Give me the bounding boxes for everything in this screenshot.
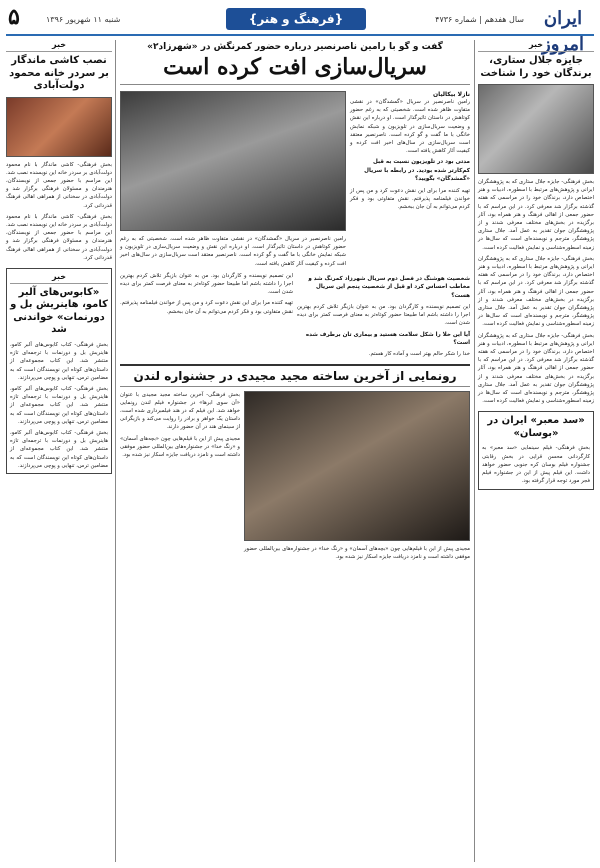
issue-date: شنبه ۱۱ شهریور ۱۳۹۶ bbox=[46, 15, 121, 24]
article-byline: نازلا بیکالیان bbox=[432, 91, 470, 98]
second-article-body-1: بخش فرهنگی- آخرین ساخته مجید مجیدی با عنوان «آن سوی ابرها» در جشنواره فیلم لندن رونمایی خواهد شد. این فیلم که در هند فیلمبرداری شده است، داستان یک خواهر و برادر را روایت می‌کند و بازیگرانی از سینمای هند در آن حضور دارند. bbox=[120, 391, 240, 431]
actor-photo bbox=[120, 91, 346, 231]
right-kicker: خبر bbox=[478, 40, 594, 52]
answer-2: این تصمیم نویسنده و کارگردان بود. من به عنوان بازیگر تلاش کردم بهترین اجرا را داشته باشم اما طبیعتا حضور کوتاه‌تر به معنای فرصت کمتر برای دیده شدن است. bbox=[297, 303, 470, 327]
right-box bbox=[478, 411, 594, 489]
right-box-headline: «سد معبر» ایران در «بوسان» bbox=[482, 415, 590, 440]
left-body: بخش فرهنگی- کاشی ماندگار با نام محمود دولت‌آبادی بر سردر خانه این نویسنده نصب شد. این مراسم با حضور جمعی از نویسندگان، هنرمندان و مسئولان فرهنگی برگزار شد و دولت‌آبادی در سخنانی از همراهی اهالی فرهنگ قدردانی کرد. bbox=[6, 161, 112, 209]
left-box bbox=[6, 268, 112, 474]
left-column bbox=[6, 40, 116, 862]
second-article-col-1 bbox=[244, 391, 470, 561]
answer-2c: تهیه کننده مرا برای این نقش دعوت کرد و من پس از خواندن فیلمنامه پذیرفتم. نقش متفاوتی بود و فکر کردم می‌توانم به آن جان ببخشم. bbox=[120, 300, 293, 315]
right-headline: جایزه جلال ستاری، برندگان خود را شناخت bbox=[480, 55, 592, 79]
article-col-2 bbox=[120, 91, 346, 268]
article-mid-row bbox=[120, 272, 470, 359]
article-headline: سریال‌سازی افت کرده است bbox=[120, 54, 470, 85]
page-number: ۵ bbox=[8, 4, 20, 30]
left-box-kicker: خبر bbox=[10, 272, 108, 284]
second-article-col-2 bbox=[120, 391, 240, 561]
main-column bbox=[120, 40, 470, 862]
answer-1b: رامین ناصرنصیر در سریال «گمشدگان» در نقشی متفاوت ظاهر شده است. شخصیتی که به رغم حضور کوتاهش در داستان تاثیرگذار است. او درباره این نقش و وضعیت سریال‌سازی در تلویزیون و شبکه نمایش خانگی با ما گفت و گو کرده است. ناصرنصیر معتقد است سریال‌سازی در سال‌های اخیر افت کرده و کیفیت آثار کاهش یافته است. bbox=[120, 236, 346, 267]
left-body-cont: بخش فرهنگی- کاشی ماندگار با نام محمود دولت‌آبادی بر سردر خانه این نویسنده نصب شد. این مراسم با حضور جمعی از نویسندگان، هنرمندان و مسئولان فرهنگی برگزار شد و دولت‌آبادی در سخنانی از همراهی اهالی فرهنگ قدردانی کرد. bbox=[6, 213, 112, 261]
director-photo bbox=[244, 391, 470, 541]
left-box-body-cont: بخش فرهنگی- کتاب کابوس‌های آلبر کامو، هاینریش بل و دورنمات با ترجمه‌ای تازه منتشر شد. این کتاب مجموعه‌ای از داستان‌های کوتاه این نویسندگان است که به مضامین ترس، تنهایی و پوچی می‌پردازند. bbox=[10, 385, 108, 425]
second-article-body-2: مجیدی پیش از این با فیلم‌هایی چون «بچه‌های آسمان» و «رنگ خدا» در جشنواره‌های بین‌المللی حضور موفقی داشته است و نامزد دریافت جایزه اسکار نیز شده بود. bbox=[244, 545, 470, 560]
section-title: {فرهنگ و هنر} bbox=[226, 8, 366, 30]
article-overline: گفت و گو با رامین ناصرنصیر درباره حضور کمرنگش در «شهرزاد۲» bbox=[147, 42, 443, 52]
question-2: شخصیت هوشنگ در فصل دوم سریال شهرزاد کمرنگ شد و مخاطب احساس کرد او قبل از شخصیت پنجم این سریال هست؟ bbox=[308, 275, 470, 299]
tile-photo bbox=[6, 97, 112, 157]
left-headline: نصب کاشی ماندگار بر سردر خانه محمود دولت‌آبادی bbox=[9, 55, 109, 91]
left-kicker: خبر bbox=[6, 40, 112, 52]
second-article-headline: رونمایی از آخرین ساخته مجید مجیدی در جشنواره لندن bbox=[120, 364, 470, 387]
article-intro: رامین ناصرنصیر در سریال «گمشدگان» در نقشی متفاوت ظاهر شده است. شخصیتی که به رغم حضور کوتاهش در داستان تاثیرگذار است. او درباره این نقش و وضعیت سریال‌سازی در تلویزیون و شبکه نمایش خانگی با ما گفت و گو کرده است. ناصرنصیر معتقد است سریال‌سازی در سال‌های اخیر افت کرده و کیفیت آثار کاهش یافته است. bbox=[350, 99, 470, 155]
answer-3: خدا را شکر حالم بهتر است و آماده کار هستم. bbox=[368, 351, 470, 358]
question-3: آیا این خلا را شکل سلامت هستید و بیماری تان برطرف شده است؟ bbox=[305, 331, 470, 346]
right-body-cont: بخش فرهنگی- جایزه جلال ستاری که به پژوهشگران ایرانی و پژوهش‌های مرتبط با اسطوره، ادبیات و هنر اختصاص دارد، برندگان خود را در مراسمی که هفته گذشته برگزار شد معرفی کرد. در این مراسم که با حضور جمعی از اهالی فرهنگ و هنر همراه بود، آثار برگزیده در بخش‌های مختلف معرفی شدند و از پژوهشگران جوان تقدیر به عمل آمد. جلال ستاری پژوهشگر، مترجم و نویسنده‌ای است که سال‌ها در زمینه اسطوره‌شناسی و نمایش فعالیت کرده است. bbox=[478, 255, 594, 328]
left-box-body-cont2: بخش فرهنگی- کتاب کابوس‌های آلبر کامو، هاینریش بل و دورنمات با ترجمه‌ای تازه منتشر شد. این کتاب مجموعه‌ای از داستان‌های کوتاه این نویسندگان است که به مضامین ترس، تنهایی و پوچی می‌پردازند. bbox=[10, 429, 108, 469]
right-body: بخش فرهنگی- جایزه جلال ستاری که به پژوهشگران ایرانی و پژوهش‌های مرتبط با اسطوره، ادبیات و هنر اختصاص دارد، برندگان خود را در مراسمی که هفته گذشته برگزار شد معرفی کرد. در این مراسم که با حضور جمعی از اهالی فرهنگ و هنر همراه بود، آثار برگزیده در بخش‌های مختلف معرفی شدند و از پژوهشگران جوان تقدیر به عمل آمد. جلال ستاری پژوهشگر، مترجم و نویسنده‌ای است که سال‌ها در زمینه اسطوره‌شناسی و نمایش فعالیت کرده است. bbox=[478, 179, 594, 251]
right-box-body: بخش فرهنگی- فیلم سینمایی «سد معبر» به کارگردانی محسن قرایی در بخش رقابتی جشنواره فیلم بوسان کره جنوبی حضور خواهد داشت. این فیلم پیش از این در جشنواره فیلم فجر مورد توجه قرار گرفته بود. bbox=[482, 445, 590, 485]
question-1: مدتی بود در تلویزیون نسبت به قبل کم‌کارتر شده بودید. در رابطه با سریال «گمشدگان» بگویید؟ bbox=[364, 159, 470, 183]
second-article-body-1b: مجیدی پیش از این با فیلم‌هایی چون «بچه‌های آسمان» و «رنگ خدا» در جشنواره‌های بین‌المللی حضور موفقی داشته است و نامزد دریافت جایزه اسکار نیز شده بود. bbox=[120, 435, 240, 458]
right-column bbox=[474, 40, 594, 862]
newspaper-logo: ایران امروز bbox=[542, 8, 584, 55]
award-photo bbox=[478, 84, 594, 174]
answer-1: تهیه کننده مرا برای این نقش دعوت کرد و من پس از خواندن فیلمنامه پذیرفتم. نقش متفاوتی بود و فکر کردم می‌توانم به آن جان ببخشم. bbox=[350, 187, 470, 210]
article-col-4 bbox=[120, 272, 293, 359]
article-top-row bbox=[120, 91, 470, 268]
answer-2b: این تصمیم نویسنده و کارگردان بود. من به عنوان بازیگر تلاش کردم بهترین اجرا را داشته باشم اما طبیعتا حضور کوتاه‌تر به معنای فرصت کمتر برای دیده شدن است. bbox=[120, 272, 293, 296]
right-body-cont2: بخش فرهنگی- جایزه جلال ستاری که به پژوهشگران ایرانی و پژوهش‌های مرتبط با اسطوره، ادبیات و هنر اختصاص دارد، برندگان خود را در مراسمی که هفته گذشته برگزار شد معرفی کرد. در این مراسم که با حضور جمعی از اهالی فرهنگ و هنر همراه بود، آثار برگزیده در بخش‌های مختلف معرفی شدند و از پژوهشگران جوان تقدیر به عمل آمد. جلال ستاری پژوهشگر، مترجم و نویسنده‌ای است که سال‌ها در زمینه اسطوره‌شناسی و نمایش فعالیت کرده است. bbox=[478, 332, 594, 405]
article-col-3 bbox=[297, 272, 470, 359]
second-article-row bbox=[120, 391, 470, 561]
article-col-1 bbox=[350, 91, 470, 268]
left-box-body: بخش فرهنگی- کتاب کابوس‌های آلبر کامو، هاینریش بل و دورنمات با ترجمه‌ای تازه منتشر شد. این کتاب مجموعه‌ای از داستان‌های کوتاه این نویسندگان است که به مضامین ترس، تنهایی و پوچی می‌پردازند. bbox=[10, 341, 108, 381]
issue-info: سال هفدهم | شماره ۴۷۳۶ bbox=[435, 15, 524, 24]
left-box-headline: «کابوس‌های آلبر کامو، هاینریش بل و دورنمات» خواندنی شد bbox=[10, 286, 108, 336]
